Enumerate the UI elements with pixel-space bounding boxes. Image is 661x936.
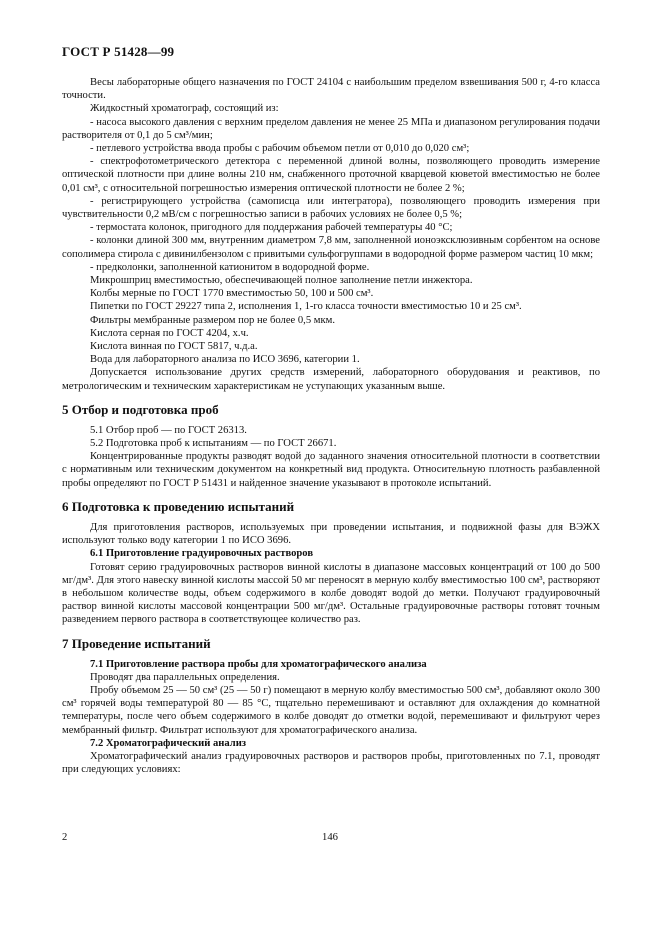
section-5-paragraph: 5.2 Подготовка проб к испытаниям — по ГОСТ 26671. — [90, 438, 337, 450]
intro-paragraph: Весы лабораторные общего назначения по ГОСТ 24104 с наибольшим пределом взвешивания 500 г, 4-го класса точности. — [62, 77, 600, 102]
intro-paragraph: Колбы мерные по ГОСТ 1770 вместимостью 50, 100 и 500 см³. — [90, 288, 374, 300]
section-7-1-paragraph: Проводят два параллельных определения. — [90, 671, 280, 683]
intro-paragraph: Микрошприц вместимостью, обеспечивающей полное заполнение петли инжектора. — [90, 275, 473, 287]
intro-paragraph: - петлевого устройства ввода пробы с рабочим объемом петли от 0,010 до 0,020 см³; — [90, 143, 470, 155]
page-content — [62, 76, 600, 776]
section-6-heading: 6 Подготовка к проведению испытаний — [62, 498, 295, 514]
intro-paragraph: - спектрофотометрического детектора с переменной длиной волны, позволяющего проводить измерение оптической плотности при длине волны 210 нм, снабженного проточной кварцевой кюветой вместимостью не более 0,01 см³, с относительной погрешностью измерения оптической плотности не более 2 %; — [62, 156, 600, 194]
intro-paragraph: Пипетки по ГОСТ 29227 типа 2, исполнения 1, 1-го класса точности вместимостью 10 и 25 см³. — [90, 301, 522, 313]
footer-page-number: 2 — [62, 832, 68, 843]
section-6-paragraph: Для приготовления растворов, используемых при проведении испытания, и подвижной фазы для ВЭЖХ используют только воду категории 1 по ИСО 3696. — [62, 521, 600, 547]
section-5-paragraph: Концентрированные продукты разводят водой до заданного значения относительной плотности в соответствии с нормативным или техническим документом на конкретный вид продукта. Относительную плотность разбавленной пробы определяют по ГОСТ Р 51431 и найденное значение указывают в протоколе испытаний. — [62, 451, 600, 489]
intro-paragraph: Допускается использование других средств измерений, лабораторного оборудования и реактивов, по метрологическим и техническим характеристикам не уступающих указанным выше. — [62, 367, 600, 392]
intro-paragraph: - термостата колонок, пригодного для поддержания рабочей температуры 40 °С; — [90, 222, 453, 234]
subsection-7-1-heading: 7.1 Приготовление раствора пробы для хроматографического анализа — [90, 658, 427, 670]
subsection-6-1-heading: 6.1 Приготовление градуировочных растворов — [90, 548, 314, 560]
intro-paragraph: - регистрирующего устройства (самописца или интегратора), позволяющего проводить измерения при чувствительности 0,2 мВ/см с погрешностью записи в рабочих условиях не более 0,5 %; — [62, 195, 600, 221]
intro-paragraph: - колонки длиной 300 мм, внутренним диаметром 7,8 мм, заполненной ионоэксклюзивным сорбентом на основе сополимера стирола с дивинилбензолом с привитыми сульфогруппами в водородной форме размером частиц 10 мкм; — [62, 235, 600, 260]
section-5-paragraph: 5.1 Отбор проб — по ГОСТ 26313. — [90, 424, 247, 436]
intro-paragraph: Кислота серная по ГОСТ 4204, х.ч. — [90, 327, 249, 339]
intro-paragraph: Жидкостный хроматограф, состоящий из: — [90, 103, 279, 115]
intro-paragraph: Фильтры мембранные размером пор не более 0,5 мкм. — [90, 314, 335, 326]
section-7-2-paragraph: Хроматографический анализ градуировочных растворов и растворов пробы, приготовленных по 7.1, проводят при следующих условиях: — [62, 750, 600, 776]
section-7-heading: 7 Проведение испытаний — [62, 635, 211, 651]
page-header: ГОСТ Р 51428—99 — [62, 44, 175, 59]
footer-sheet-number: 146 — [322, 832, 338, 843]
subsection-7-2-heading: 7.2 Хроматографический анализ — [90, 737, 247, 749]
section-5-heading: 5 Отбор и подготовка проб — [62, 401, 219, 417]
intro-paragraph: - насоса высокого давления с верхним пределом давления не менее 25 МПа и диапазоном регулирования подачи растворителя от 0,1 до 5 см³/мин; — [62, 116, 600, 141]
section-6-1-paragraph: Готовят серию градуировочных растворов винной кислоты в диапазоне массовых концентраций от 100 до 500 мг/дм³. Для этого навеску винной кислоты массой 50 мг переносят в мерную колбу вместимостью 100 см³, растворяют в небольшом количестве воды, объем содержимого в колбе доводят водой до метки. Получают градуировочный раствор винной кислоты массовой концентрации 500 мг/дм³. Остальные градуировочные растворы готовят точным разведением первого раствора в соответствующее количество раз. — [62, 561, 600, 626]
intro-paragraph: Кислота винная по ГОСТ 5817, ч.д.а. — [90, 341, 258, 353]
intro-paragraph: Вода для лабораторного анализа по ИСО 3696, категории 1. — [90, 354, 360, 366]
intro-paragraph: - предколонки, заполненной катионитом в водородной форме. — [90, 261, 370, 273]
section-7-1-paragraph: Пробу объемом 25 — 50 см³ (25 — 50 г) помещают в мерную колбу вместимостью 500 см³, добавляют около 300 см³ горячей воды температурой 80 — 85 °С, тщательно перемешивают и оставляют для охлаждения до комнатной температуры, после чего объем содержимого в колбе доводят до отметки водой, перемешивают и фильтруют через мембранный фильтр. Фильтрат используют для хроматографического анализа. — [62, 684, 600, 736]
